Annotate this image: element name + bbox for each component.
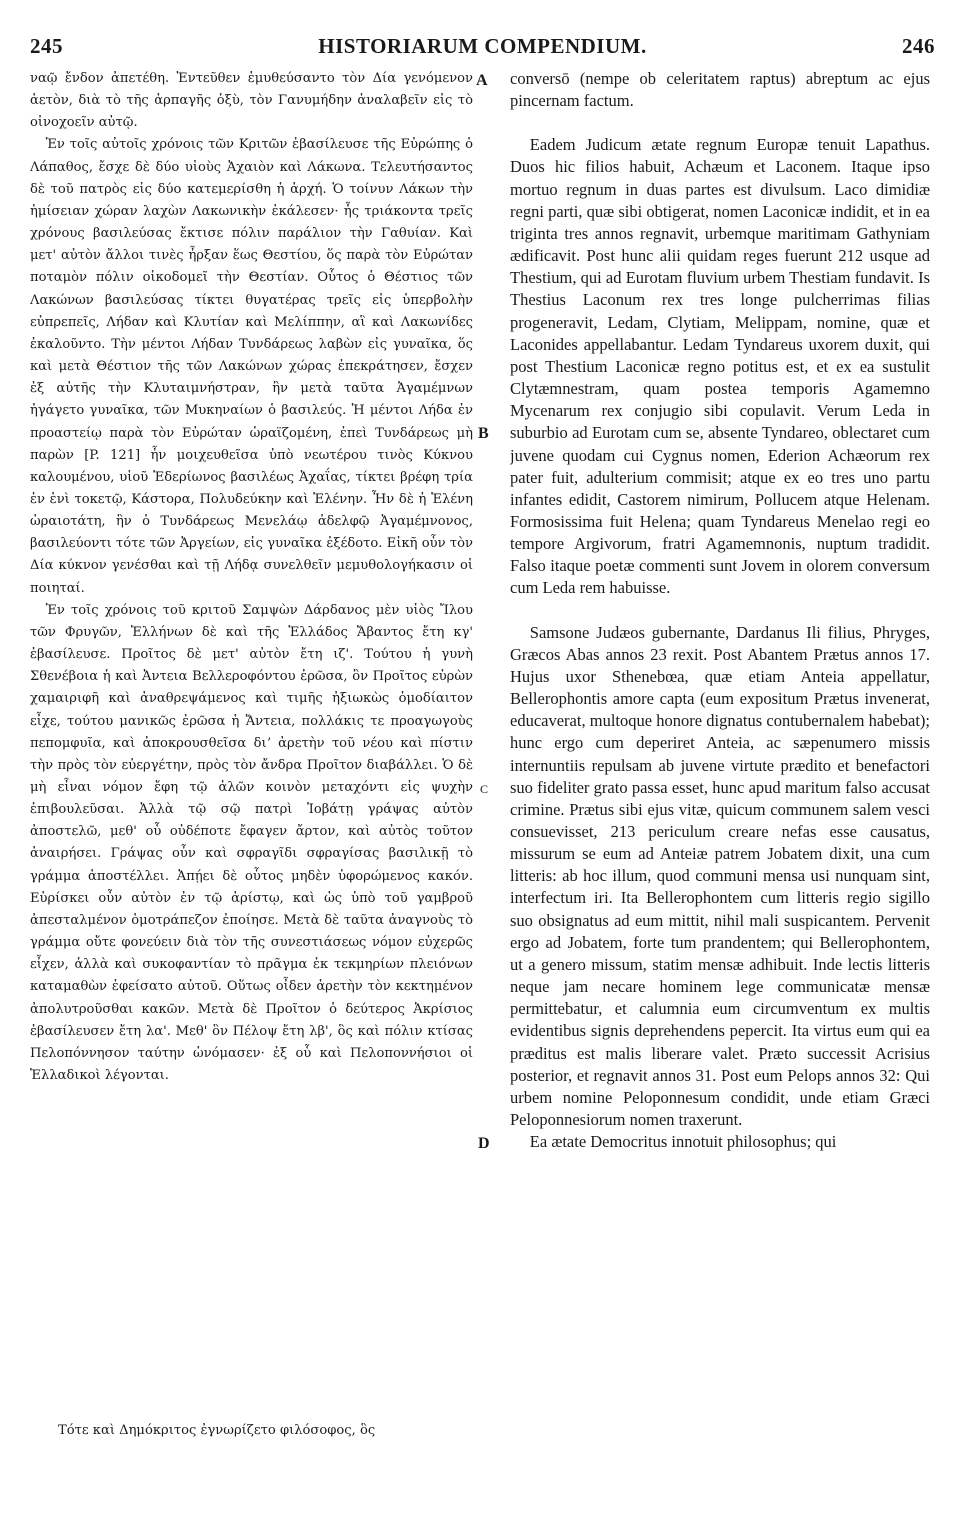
page-number-right: 246 xyxy=(902,34,935,58)
latin-column xyxy=(510,68,930,1478)
latin-paragraph-4: Ea ætate Democritus innotuit philosophus; qui xyxy=(529,1132,837,1152)
greek-paragraph-4: Τότε καὶ Δημόκριτος ἐγνωρίζετο φιλόσοφος, ὃς xyxy=(58,1423,376,1438)
margin-marker-d: D xyxy=(478,1135,490,1152)
greek-paragraph-2: Ἐν τοῖς αὐτοῖς χρόνοις τῶν Κριτῶν ἐβασίλευσε τῆς Εὐρώπης ὁ Λάπαθος, ἔσχε δὲ δύο υἱοὺς Ἀχαιὸν καὶ Λάκωνα. Τελευτήσαντος δὲ τοῦ πατρὸς εἰς δύο κατεμερίσθη ἡ ἀρχή. Ὁ τοίνυν Λάκων τὴν ἡμίσειαν χώραν λαχὼν Λακωνικὴν ἐκάλεσεν· ἧς τριάκοντα τρεῖς χρόνους βασιλεύσας ἔκτισε πόλιν παράλιον τὴν Γαθυίαν. Καὶ μετ' αὐτὸν ἄλλοι τινὲς ἦρξαν ἕως Θεστίου, ὅς παρὰ τὸν Εὐρώταν ποταμὸν πόλιν οἰκοδομεῖ τὴν Θεστίαν. Οὗτος ὁ Θέστιος τῶν Λακώνων βασιλεύσας τίκτει θυγατέρας τρεῖς εἰς ὑπερβολὴν εὐπρεπεῖς, Λήδαν καὶ Κλυτίαν καὶ Μελίππην, αἳ καὶ Λακωνίδες ἐκαλοῦντο. Τὴν μέντοι Λήδαν Τυνδάρεως λαβὼν εἰς γυναῖκα, ὅς καὶ μετὰ Θέστιον τῆς τῶν Λακώνων χώρας ἐπεκράτησεν, ἔσχεν ἐξ αὐτῆς τὴν Κλυταιμνήστραν, ἣν μετὰ ταῦτα Ἀγαμέμνων ἠγάγετο γυναῖκα, τῶν Μυκηναίων ὁ βασιλεύς. Ἡ μέντοι Λήδα ἐν προαστείῳ παρὰ τὸν Εὐρώταν ὡραϊζομένη, ἐπεὶ Τυνδάρεως μὴ παρὼν [P. 121] ἦν μοιχευθεῖσα ὑπὸ νεωτέρου τινὸς Κύκνου καλουμένου, υἱοῦ Ἐδερίωνος βασιλέως Ἀχαΐας, τίκτει βρέφη τρία ἐν ἑνὶ τοκετῷ, Κάστορα, Πολυδεύκην καὶ Ἑλένην. Ἦν δὲ ἡ Ἑλένη ὡραιοτάτη, ἣν ὁ Τυνδάρεως Μενελάῳ ἀδελφῷ Ἀγαμέμνονος, βασιλεύοντι τότε τῶν Ἀργείων, εἰς γυναῖκα ἐξέδοτο. Εἰκῆ οὖν τὸν Δία κύκνον γενέσθαι καὶ τῇ Λήδᾳ συνελθεῖν μεμυθολογήκασιν οἱ ποιηταί. xyxy=(30,137,473,596)
running-title: HISTORIARUM COMPENDIUM. xyxy=(318,34,647,58)
latin-paragraph-1: conversō (nempe ob celeritatem raptus) abreptum ac ejus pincernam factum. xyxy=(510,69,930,111)
greek-paragraph-1: ναῷ ἔνδον ἀπετέθη. Ἐντεῦθεν ἐμυθεύσαντο τὸν Δία γενόμενον ἀετὸν, διὰ τὸ τῆς ἁρπαγῆς ὀξὺ, τὸν Γανυμήδην ἀναλαβεῖν εἰς τὸ οἰνοχοεῖν αὐτῷ. xyxy=(30,71,473,131)
margin-marker-a: A xyxy=(476,72,488,89)
greek-column xyxy=(30,68,473,1468)
latin-paragraph-3: Samsone Judæos gubernante, Dardanus Ili filius, Phryges, Græcos Abas annos 23 rexit. Post Abantem Prætus annos 17. Hujus uxor Sthenebœa, quæ etiam Anteia appellatur, Bellerophontis amore capta (eum expositum Prætus invenerat, educaverat, multoque honore dignatus contubernalem habebat); hunc ergo cum deperiret Anteia, ac sæpenumero missis internuntiis repulsam ab juvene virtute prædito et benefactori suo fideliter grato passa esset, hunc apud maritum falso accusat crimine. Prætus sibi ejus vitæ, quicum communem salem vesci consuevisset, 213 periculum creare nefas esse causatus, missurum se eum ad Anteiæ patrem Jobatem dixit, una cum litteris: ab hoc illum, quod communi mensa usi nunquam sint, interfectum iri. Ita Bellerophontem cum litteris regio sigillo suo obsignatus ad eum mittit, nihil mali suspicantem. Pervenit ergo ad Jobatem, forte tum prandentem; qui Bellerophontem, ut a genero missum, statim mensæ adhibuit. Inde lectis litteris neque jam necare hominem lege communicatæ mensæ permittebatur, et calumnia eum circumventum ex multis evidentibus signis deprehendens pepercit. Ita virtus eum qui ea præditus est malis liberare valet. Præto successit Acrisius posterior, et regnavit annos 31. Post eum Pelops annos 32: Qui urbem nomine Peloponnesum condidit, unde etiam Græci Peloponnesiorum nomen traxerunt. xyxy=(510,622,930,1130)
page-number-left: 245 xyxy=(30,34,63,58)
margin-marker-b: B xyxy=(478,425,489,442)
margin-marker-c: C xyxy=(480,782,489,796)
page-header xyxy=(30,34,935,58)
greek-paragraph-3: Ἐν τοῖς χρόνοις τοῦ κριτοῦ Σαμψὼν Δάρδανος μὲν υἱὸς Ἴλου τῶν Φρυγῶν, Ἑλλήνων δὲ καὶ τῆς Ἑλλάδος Ἄβαντος ἔτη κγ' ἐβασίλευσε. Προῖτος δὲ μετ' αὐτὸν ἔτη ιζ'. Τούτου ἡ γυνὴ Σθενέβοια ἡ καὶ Ἀντεια Βελλεροφόντου ἐρῶσα, ὃν Προῖτος εὑρὼν χαμαιριφῆ καὶ ἀναθρεψάμενος καὶ τιμῆς ἠξιωκὼς ὁμοδίαιτον εἶχε, τούτου μανικῶς ἐρῶσα ἡ Ἄντεια, πολλάκις τε προαγωγοὺς πεπομφυῖα, καὶ ἀποκρουσθεῖσα διʼ ἀρετὴν τοῦ νέου καὶ πίστιν τὴν πρὸς τὸν εὐεργέτην, πρὸς τὸν ἄνδρα Προῖτον διαβάλλει. Ὁ δὲ μὴ εἶναι νόμον ἔφη τῷ ἀλῶν κοινὸν μεταχόντι εἰς ψυχὴν ἐπιβουλεῦσαι. Ἀλλὰ τῷ σῷ πατρὶ Ἰοβάτῃ γράψας αὐτὸν ἀποστελῶ, μεθ' οὗ οὐδέποτε ἔφαγεν ἄρτον, καὶ αὐτὸς τοῦτον ἀναιρήσει. Γράψας οὖν καὶ σφραγῖδι σφραγίσας βασιλικῇ τὸ γράμμα ἀποστέλλει. Ἀπῄει δὲ οὗτος μηδὲν ὑφορώμενος κακόν. Εὑρίσκει οὖν αὐτὸν ἐν τῷ ἀρίστῳ, καὶ ὡς ὑπὸ τοῦ γαμβροῦ ἀπεσταλμένον ὁμοτράπεζον ἐποίησε. Μετὰ δὲ ταῦτα ἀναγνοὺς τὸ γράμμα οὔτε φονεύειν διὰ τὸν τῆς συνεστιάσεως νόμον εὐχερῶς εἶχεν, ἀλλὰ καὶ συκοφαντίαν τὸ πρᾶγμα ἐκ τεκμηρίων πλειόνων καταμαθὼν ἐφείσατο αὐτοῦ. Οὕτως οἶδεν ἀρετὴν τὸν κεκτημένον ἀπολυτροῦσθαι κακῶν. Μετὰ δὲ Προῖτον ὁ δεύτερος Ἀκρίσιος ἐβασίλευσεν ἔτη λα'. Μεθ' ὃν Πέλοψ ἔτη λβ', ὃς καὶ πόλιν κτίσας Πελοπόννησον ταύτην ὠνόμασεν· ἐξ οὗ καὶ Πελοποννήσιοι οἱ Ἑλλαδικοὶ λέγονται. xyxy=(30,602,473,1084)
latin-paragraph-2: Eadem Judicum ætate regnum Europæ tenuit Lapathus. Duos hic filios habuit, Achæum et Laconem. Itaque ipso mortuo regnum in duas partes est divulsum. Laco dimidiæ regni parti, quæ sibi obtigerat, nomen Laconicæ indidit, et in ea triginta tres annos regnavit, urbemque maritimam Gathyniam ædificavit. Post hunc alii quidam reges fuerunt 212 usque ad Thestium, qui ad Eurotam fluvium urbem Thestiam fundavit. Is Thestius Laconum rex tres longe pulcherrimas filias progeneravit, Ledam, Clytiam, Melippam, nomine, quæ et Laconides appellabantur. Ledam Tyndareus uxorem duxit, qui post Thestium Laconicæ regno potitus est, et ex ea sustulit Clytæmnestram, quam postea temporis Agamemno Mycenarum rex conjugio sibi copulavit. Verum Leda in suburbio ad Eurotam cum se, absente Tyndareo, oblectaret cum juvene quodam cui Cygnus nomen, Ederion Achæorum rex pater fuit, adulterium commisit; atque ex eo tres uno partu infantes edidit, Castorem nimirum, Pollucem atque Helenam. Formosissima fuit Helena; quam Tyndareus Menelao regi eo tempore Argivorum, fratri Agamemnonis, nuptum tradidit. Falso itaque poetæ commenti sunt Jovem in olorem conversum cum Leda rem habuisse. xyxy=(510,135,930,598)
